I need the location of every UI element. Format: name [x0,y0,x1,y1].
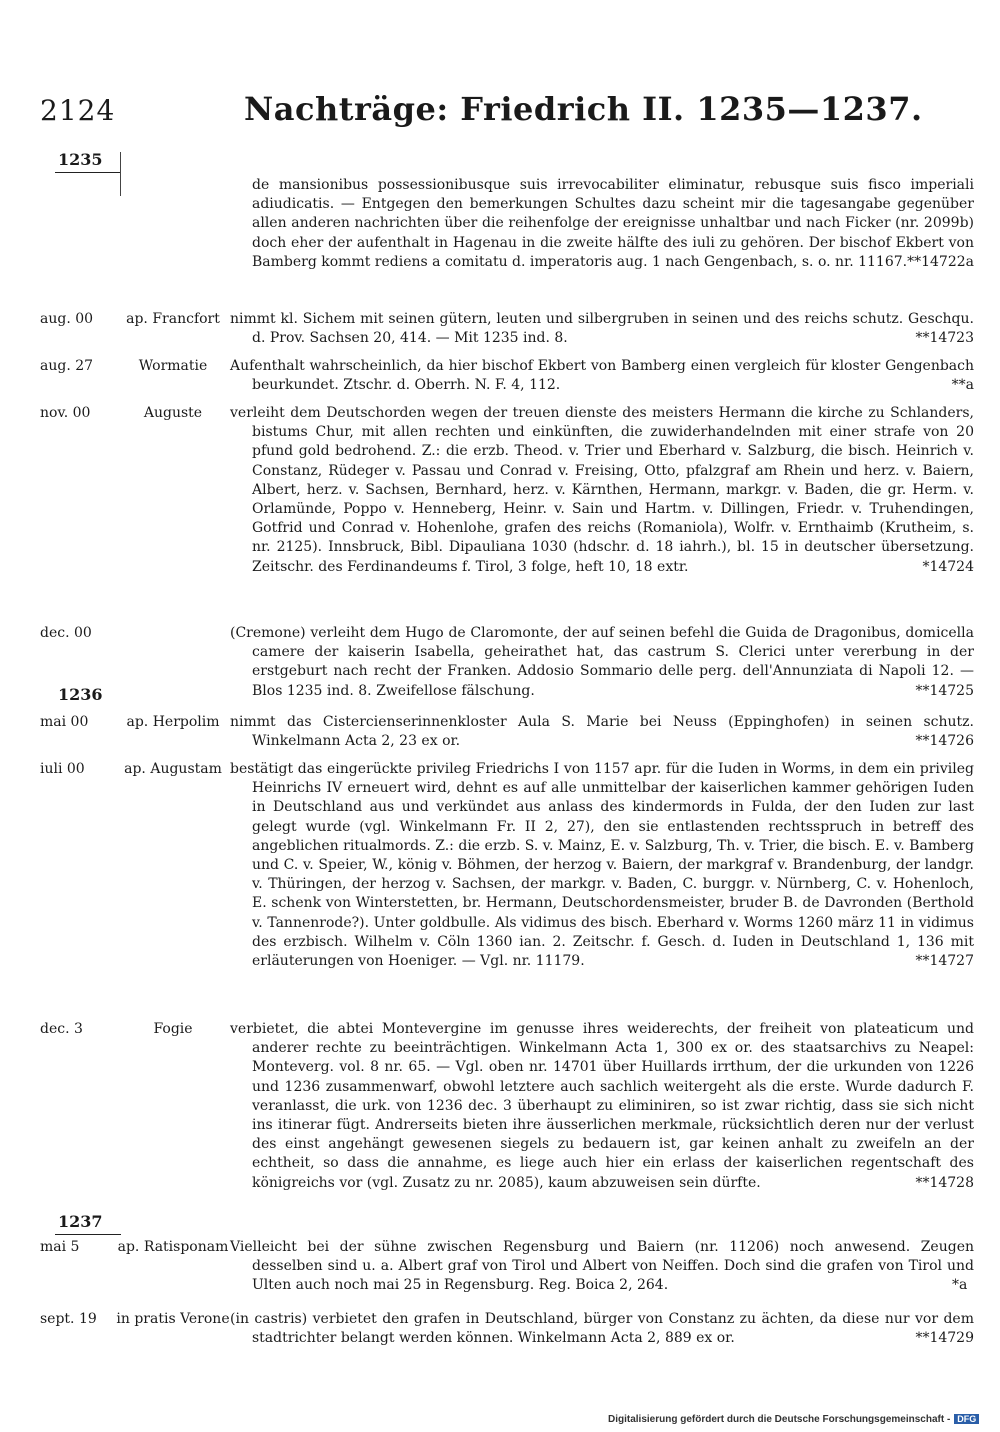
entry-text [230,624,974,701]
year-1235: 1235 [58,150,103,169]
entry-text [230,1310,974,1348]
entry-place: Auguste [143,405,203,421]
entry-place: ap. Herpolim [126,714,220,730]
entry-body: verbietet, die abtei Montevergine im genusse ihres weiderechts, der freiheit von plateaticum und anderer rechte zu beeinträchtigen. Winkelmann Acta 1, 300 ex or. des staatsarchivs zu Neapel: Monteverg. vol. 8 nr. 65. — Vgl. oben nr. 14701 über Huillards irrthum, der die urkunden von 1226 und 1236 zusammenwarf, obwohl letztere auch sachlich weitergeht als die erste. Wurde dadurch F. veranlasst, die urk. von 1236 dec. 3 überhaupt zu eliminiren, so ist zwar richtig, dass sie sich nicht ins itinerar fügt. Andrerseits bieten ihre äusserlichen merkmale, rücksichtlich deren nur der verlust des einst angehängt gewesenen siegels zu bedauern ist, gar keinen anhalt zu zweifeln an der echtheit, so dass die annahme, es liege auch hier ein erlass der kaiserlichen regentschaft des königreichs vor (vgl. Zusatz zu nr. 2085), kaum abzuweisen sein dürfte. [230,1021,974,1191]
dfg-logo-icon: DFG [954,1414,979,1424]
entry-place: ap. Francfort [126,311,220,327]
entry-place: Fogie [153,1021,193,1037]
entry-place: ap. Ratisponam [117,1239,229,1255]
entry-date: iuli 00 [40,761,85,777]
entry-body: (Cremone) verleiht dem Hugo de Claromonte, der auf seinen befehl die Guida de Dragonibus, domicella camere der kaiserin Isabella, geheirathet hat, das castrum S. Clerici unter vererbung in der erstgeburt nach recht der Franken. Addosio Sommario delle perg. dell'Annunziata di Napoli 12. — Blos 1235 ind. 8. Zweifellose fälschung. [230,625,974,699]
year-rule [55,172,121,173]
entry-body: nimmt kl. Sichem mit seinen gütern, leuten und silbergruben in seinen und des reichs schutz. Geschqu. d. Prov. Sachsen 20, 414. — Mit 1235 ind. 8. [230,311,974,347]
entry-date: dec. 00 [40,625,92,641]
entry-ref: **14725 [915,682,974,699]
entry-body: de mansionibus possessionibusque suis irrevocabiliter eliminatur, rebusque suis fisco imperiali adiudicatis. — Entgegen den bemerkungen Schultes dazu scheint mir die tagesangabe gegenüber allen anderen nachrichten über die reihenfolge der ereignisse unhaltbar und nach Ficker (nr. 2099b) doch eher der aufenthalt in Hagenau in die zweite hälfte des iuli zu gehören. Der bischof Ekbert von Bamberg kommt rediens a comitatu d. imperatoris aug. 1 nach Gengenbach, s. o. nr. 11167. [252,177,974,270]
footer-text: Digitalisierung gefördert durch die Deutsche Forschungsgemeinschaft - [608,1414,951,1425]
page-number: 2124 [40,94,116,127]
column-rule [120,152,121,196]
entry-text: Vielleicht bei der sühne zwischen Regensburg und Baiern (nr. 11206) noch anwesend. Zeugen desselben sind u. a. Albert graf von Tirol und Albert von Neiffen. Doch sind die grafen von Tirol und Ulten auch noch mai 25 in Regensburg. Reg. Boica 2, 264. *a [230,1239,974,1294]
entry-date: mai 00 [40,714,89,730]
entry-ref: **14727 [915,953,974,970]
entry-place: ap. Augustam [124,761,222,777]
entry-text [230,760,974,971]
year-1237: 1237 [58,1212,103,1231]
entry-text [230,176,974,272]
entry-ref: **14728 [915,1174,974,1191]
entry-date: aug. 27 [40,358,94,374]
entry-body: bestätigt das eingerückte privileg Friedrichs I von 1157 apr. für die Iuden in Worms, in dem ein privileg Heinrichs IV erneuert wird, dehnt es auf alle unmittelbar der kaiserlichen kammer gehörigen Iuden in Deutschland aus und verkündet aus anlass des kindermords in Fulda, der den Iuden zur last gelegt wurde (vgl. Winkelmann Fr. II 2, 27), den sie entlastenden rechtsspruch in betreff des angeblichen ritualmords. Z.: die erzb. S. v. Mainz, E. v. Salzburg, Th. v. Trier, die bisch. E. v. Bamberg und C. v. Speier, W., könig v. Böhmen, der herzog v. Baiern, der markgraf v. Brandenburg, der landgr. v. Thüringen, der herzog v. Sachsen, der markgr. v. Baden, C. burggr. v. Nürnberg, C. v. Hohenloch, E. schenk von Winterstetten, br. Hermann, Deutschordensmeister, bruder B. de Davronden (Berthold v. Tannenrode?). Unter goldbulle. Als vidimus des bisch. Eberhard v. Worms 1260 märz 11 in vidimus des erzbisch. Wilhelm v. Cöln 1360 ian. 2. Zeitschr. f. Gesch. d. Iuden in Deutschland 1, 136 mit erläuterungen von Hoeniger. — Vgl. nr. 11179. [230,761,974,970]
entry-ref: **14722a [907,253,974,270]
entry-ref: *14724 [922,558,974,575]
entry-date: dec. 3 [40,1021,83,1037]
entry-body: Aufenthalt wahrscheinlich, da hier bischof Ekbert von Bamberg einen vergleich für kloster Gengenbach beurkundet. Ztschr. d. Oberrh. N. F. 4, 112. [230,358,974,394]
entry-text [230,310,974,348]
entry-text [230,357,974,395]
entry-date: mai 5 [40,1239,80,1255]
page-title: Nachträge: Friedrich II. 1235—1237. [244,90,923,128]
entry-text [230,713,974,751]
entry-date: nov. 00 [40,405,91,421]
entry-place: in pratis Verone [116,1311,230,1327]
entry-body: (in castris) verbietet den grafen in Deutschland, bürger von Constanz zu ächten, da diese nur vor dem stadtrichter belangt werden können. Winkelmann Acta 2, 889 ex or. [230,1311,974,1347]
entry-place: Wormatie [138,358,208,374]
entry-date: aug. 00 [40,311,94,327]
entry-body: verleiht dem Deutschorden wegen der treuen dienste des meisters Hermann die kirche zu Schlanders, bistums Chur, mit allen rechten und einkünften, die zuwiderhandelnden mit einer strafe von 20 pfund gold bedrohend. Z.: die erzb. Theod. v. Trier und Eberhard v. Salzburg, die bisch. Heinrich v. Constanz, Rüdeger v. Passau und Conrad v. Freising, Otto, pfalzgraf am Rhein und herz. v. Baiern, Albert, herz. v. Sachsen, Bernhard, herz. v. Kärnthen, Hermann, markgr. v. Baden, die gr. Herm. v. Orlamünde, Poppo v. Henneberg, Heinr. v. Sain und Hartm. v. Dillingen, Friedr. v. Truhendingen, Gotfrid und Conrad v. Hohenlohe, grafen des reichs (Romaniola), Wolfr. v. Ernthaimb (Krutheim, s. nr. 2125). Innsbruck, Bibl. Dipauliana 1030 (hdschr. d. 18 iahrh.), bl. 15 in deutscher übersetzung. Zeitschr. des Ferdinandeums f. Tirol, 3 folge, heft 10, 18 extr. [230,405,974,575]
entry-date: sept. 19 [40,1311,97,1327]
year-rule [55,1234,121,1235]
entry-ref: **14726 [915,733,974,750]
entry-ref: **14723 [915,330,974,347]
entry-text [230,404,974,577]
year-1236: 1236 [58,685,103,704]
entry-body: Vielleicht bei der sühne zwischen Regensburg und Baiern (nr. 11206) noch anwesend. Zeugen desselben sind u. a. Albert graf von Tirol und Albert von Neiffen. Doch sind die grafen von Tirol und Ulten auch noch mai 25 in Regensburg. Reg. Boica 2, 264. [230,1239,974,1294]
entry-body: nimmt das Cistercienserinnenkloster Aula S. Marie bei Neuss (Eppinghofen) in seinen schutz. Winkelmann Acta 2, 23 ex or. [230,714,974,750]
footer [608,1414,979,1425]
entry-ref: **14729 [915,1330,974,1347]
entry-text [230,1020,974,1193]
